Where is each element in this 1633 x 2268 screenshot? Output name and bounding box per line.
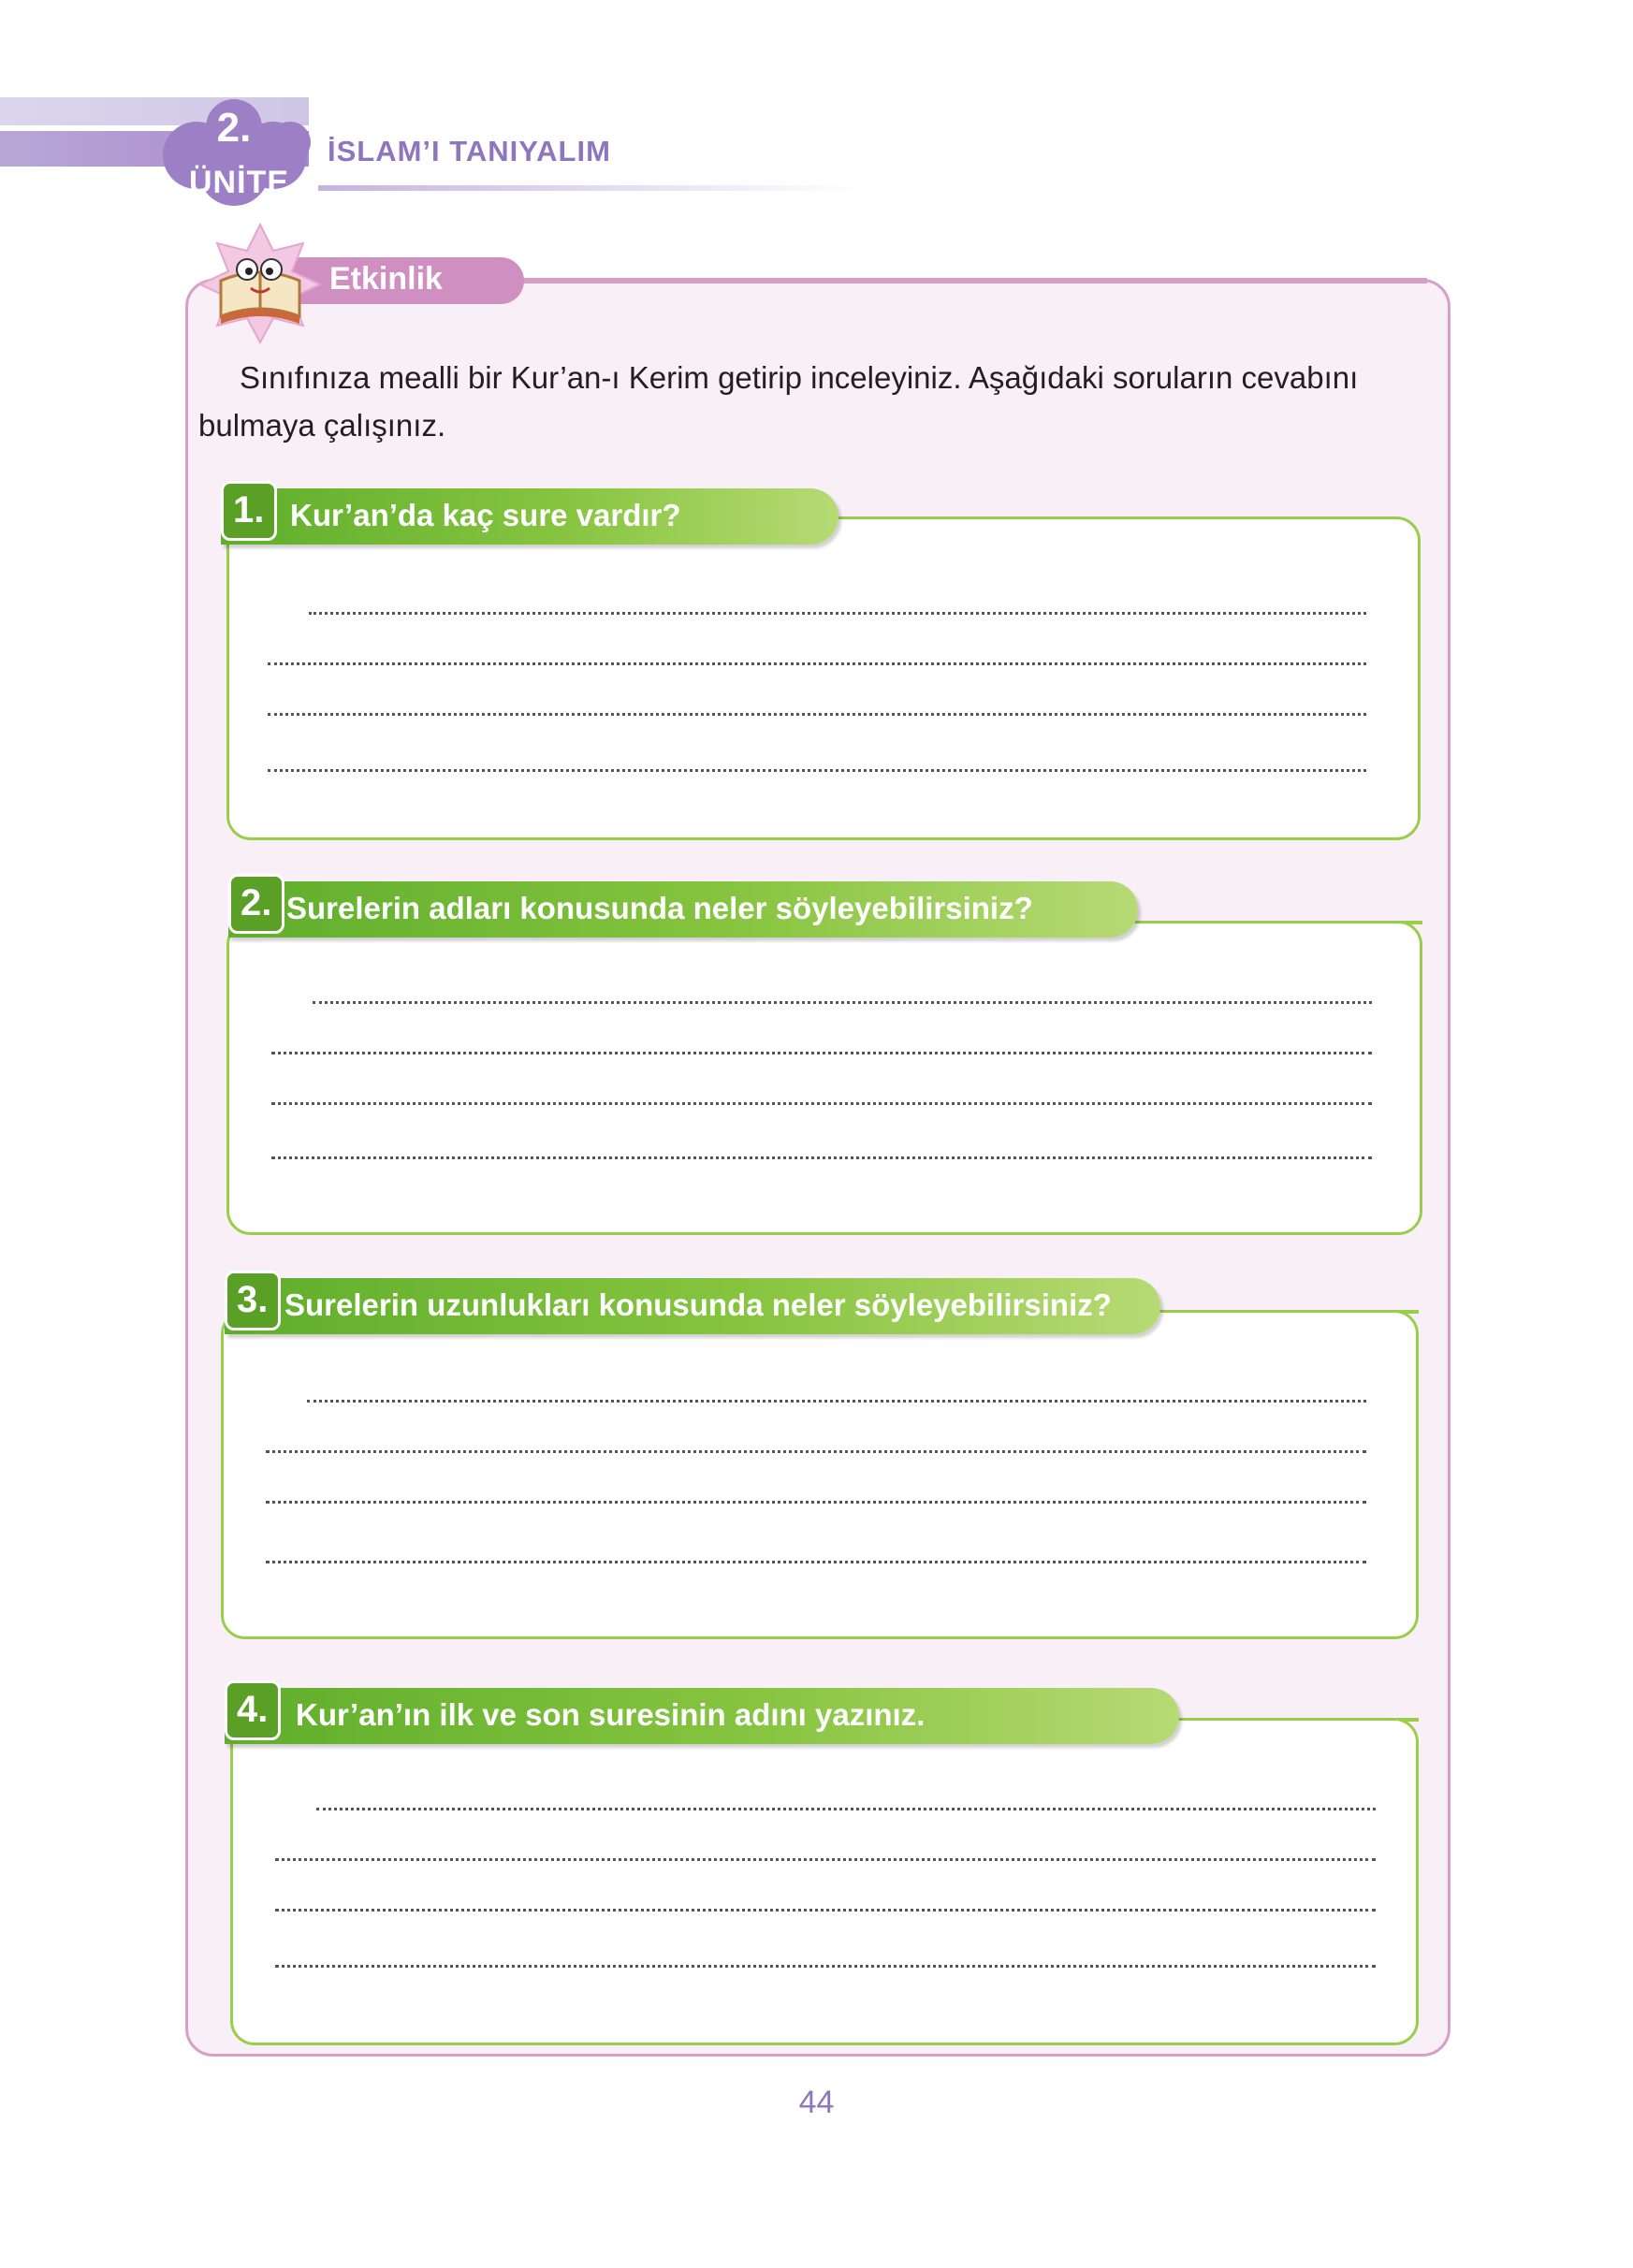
answer-line xyxy=(268,662,1366,665)
question-4-number: 4. xyxy=(237,1689,269,1730)
question-1-number: 1. xyxy=(233,489,265,531)
question-4-number-badge xyxy=(225,1680,281,1740)
unit-word: ÜNİTE xyxy=(189,165,289,200)
answer-line xyxy=(266,1561,1366,1563)
question-4-text: Kur’an’ın ilk ve son suresinin adını yazınız. xyxy=(296,1697,926,1732)
activity-instruction: Sınıfınıza mealli bir Kur’an-ı Kerim getirip inceleyiniz. Aşağıdaki soruların cevabını bulmaya çalışınız. xyxy=(198,360,1359,443)
activity-label: Etkinlik xyxy=(329,261,443,297)
question-2-text: Surelerin adları konusunda neler söyleyebilirsiniz? xyxy=(286,891,1033,925)
answer-line xyxy=(266,1501,1366,1504)
question-3-text: Surelerin uzunlukları konusunda neler söyleyebilirsiniz? xyxy=(284,1287,1112,1322)
answer-line xyxy=(275,1909,1376,1912)
question-2-number: 2. xyxy=(241,882,272,923)
question-3-number-badge xyxy=(225,1271,281,1330)
answer-line xyxy=(266,1450,1366,1453)
answer-box-2[interactable] xyxy=(226,921,1422,1235)
activity-header-line xyxy=(510,278,1427,284)
answer-line xyxy=(268,769,1366,772)
answer-box-3[interactable] xyxy=(221,1310,1419,1639)
answer-box-4[interactable] xyxy=(230,1718,1419,2045)
book-mascot-icon xyxy=(195,223,326,344)
question-2-number-badge xyxy=(228,874,284,934)
page-number: 44 xyxy=(798,2085,835,2120)
unit-number: 2. xyxy=(216,105,252,151)
unit-title: İSLAM’I TANIYALIM xyxy=(328,135,611,167)
answer-line xyxy=(313,1001,1372,1004)
answer-line xyxy=(275,1858,1376,1861)
answer-line xyxy=(275,1965,1376,1968)
question-1-text: Kur’an’da kaç sure vardır? xyxy=(290,498,681,532)
answer-line xyxy=(271,1052,1372,1054)
question-3-number: 3. xyxy=(237,1279,269,1320)
unit-badge xyxy=(159,97,318,210)
answer-line xyxy=(309,612,1366,615)
question-1-number-badge xyxy=(221,481,277,541)
answer-line xyxy=(271,1156,1372,1159)
answer-line xyxy=(307,1400,1366,1403)
answer-line xyxy=(316,1808,1376,1810)
unit-title-underline xyxy=(318,185,861,191)
answer-line xyxy=(271,1102,1372,1105)
answer-line xyxy=(268,713,1366,716)
answer-box-1[interactable] xyxy=(226,516,1421,840)
